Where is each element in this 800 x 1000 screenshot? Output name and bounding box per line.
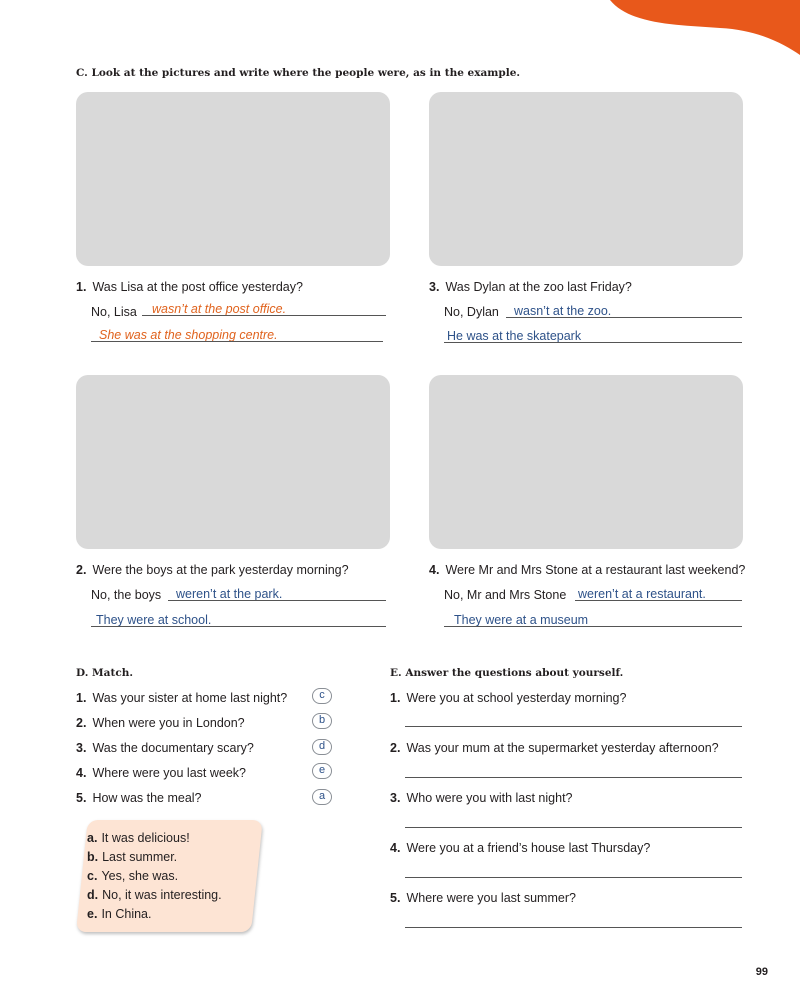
- question-number: 2.: [76, 563, 87, 577]
- section-c-heading: C. Look at the pictures and write where the people were, as in the example.: [76, 67, 521, 79]
- question-number: 3.: [390, 791, 401, 805]
- e-question-5: [390, 891, 576, 905]
- match-answer-circle-2[interactable]: b: [312, 713, 332, 729]
- question-text: Where were you last summer?: [406, 891, 576, 905]
- answer-line-c4-2[interactable]: They were at a museum: [444, 613, 742, 627]
- option-letter: b.: [87, 850, 99, 864]
- option-text: No, it was interesting.: [102, 888, 222, 902]
- match-question-4: [76, 766, 246, 780]
- match-answer-circle-4[interactable]: e: [312, 763, 332, 779]
- option-e: [87, 907, 151, 921]
- option-c: [87, 869, 178, 883]
- question-text: Was the documentary scary?: [92, 741, 254, 755]
- question-c1: [76, 280, 303, 294]
- option-text: It was delicious!: [101, 831, 190, 845]
- question-number: 4.: [76, 766, 87, 780]
- option-letter: e.: [87, 907, 98, 921]
- question-text: Were you at a friend’s house last Thursday?: [406, 841, 651, 855]
- question-number: 1.: [76, 280, 87, 294]
- question-text: Were the boys at the park yesterday morning?: [92, 563, 349, 577]
- e-answer-line-5[interactable]: [405, 927, 742, 928]
- answer-line-c2-2[interactable]: They were at school.: [91, 613, 386, 627]
- question-text: Was your sister at home last night?: [92, 691, 288, 705]
- e-answer-line-1[interactable]: [405, 726, 742, 727]
- question-text: Were you at school yesterday morning?: [406, 691, 627, 705]
- match-answer-circle-3[interactable]: d: [312, 739, 332, 755]
- match-question-1: [76, 691, 287, 705]
- question-text: Who were you with last night?: [406, 791, 573, 805]
- e-answer-line-3[interactable]: [405, 827, 742, 828]
- question-text: Was Dylan at the zoo last Friday?: [445, 280, 632, 294]
- e-question-4: [390, 841, 650, 855]
- option-text: Last summer.: [102, 850, 178, 864]
- option-d: [87, 888, 222, 902]
- answer-line-c3-2[interactable]: He was at the skatepark: [444, 329, 742, 343]
- answer-line-c1-2[interactable]: She was at the shopping centre.: [91, 328, 383, 342]
- question-text: Was your mum at the supermarket yesterday afternoon?: [406, 741, 719, 755]
- picture-2: [76, 375, 390, 549]
- option-a: [87, 831, 190, 845]
- question-number: 3.: [429, 280, 440, 294]
- answer-prefix: No, Mr and Mrs Stone: [444, 588, 567, 602]
- option-letter: d.: [87, 888, 99, 902]
- question-text: When were you in London?: [92, 716, 245, 730]
- picture-3: [429, 92, 743, 266]
- answer-line-c2-1[interactable]: weren’t at the park.: [168, 587, 386, 601]
- option-text: Yes, she was.: [101, 869, 179, 883]
- question-text: Where were you last week?: [92, 766, 246, 780]
- option-letter: c.: [87, 869, 98, 883]
- option-b: [87, 850, 177, 864]
- match-answer-circle-1[interactable]: c: [312, 688, 332, 704]
- e-answer-line-2[interactable]: [405, 777, 742, 778]
- question-c2: [76, 563, 349, 577]
- question-number: 4.: [390, 841, 401, 855]
- answer-prefix: No, Lisa: [91, 305, 137, 319]
- picture-4: [429, 375, 743, 549]
- question-number: 3.: [76, 741, 87, 755]
- answer-line-c4-1[interactable]: weren’t at a restaurant.: [575, 587, 742, 601]
- section-e-heading: E. Answer the questions about yourself.: [390, 667, 624, 679]
- option-letter: a.: [87, 831, 98, 845]
- question-number: 1.: [76, 691, 87, 705]
- match-question-5: [76, 791, 202, 805]
- picture-1: [76, 92, 390, 266]
- answer-prefix: No, Dylan: [444, 305, 499, 319]
- page-number: 99: [755, 966, 768, 978]
- question-c4: [429, 563, 745, 577]
- question-number: 2.: [76, 716, 87, 730]
- question-number: 5.: [390, 891, 401, 905]
- e-answer-line-4[interactable]: [405, 877, 742, 878]
- e-question-3: [390, 791, 573, 805]
- match-question-3: [76, 741, 254, 755]
- corner-decoration: [600, 0, 800, 60]
- e-question-2: [390, 741, 719, 755]
- question-number: 2.: [390, 741, 401, 755]
- section-d-heading: D. Match.: [76, 667, 134, 679]
- question-text: Were Mr and Mrs Stone at a restaurant last weekend?: [445, 563, 746, 577]
- question-c3: [429, 280, 632, 294]
- question-text: Was Lisa at the post office yesterday?: [92, 280, 303, 294]
- question-number: 4.: [429, 563, 440, 577]
- e-question-1: [390, 691, 626, 705]
- answer-prefix: No, the boys: [91, 588, 162, 602]
- match-answer-circle-5[interactable]: a: [312, 789, 332, 805]
- question-number: 1.: [390, 691, 401, 705]
- match-question-2: [76, 716, 245, 730]
- answer-line-c1-1[interactable]: wasn’t at the post office.: [142, 302, 386, 316]
- question-number: 5.: [76, 791, 87, 805]
- option-text: In China.: [101, 907, 152, 921]
- question-text: How was the meal?: [92, 791, 202, 805]
- answer-line-c3-1[interactable]: wasn’t at the zoo.: [506, 304, 742, 318]
